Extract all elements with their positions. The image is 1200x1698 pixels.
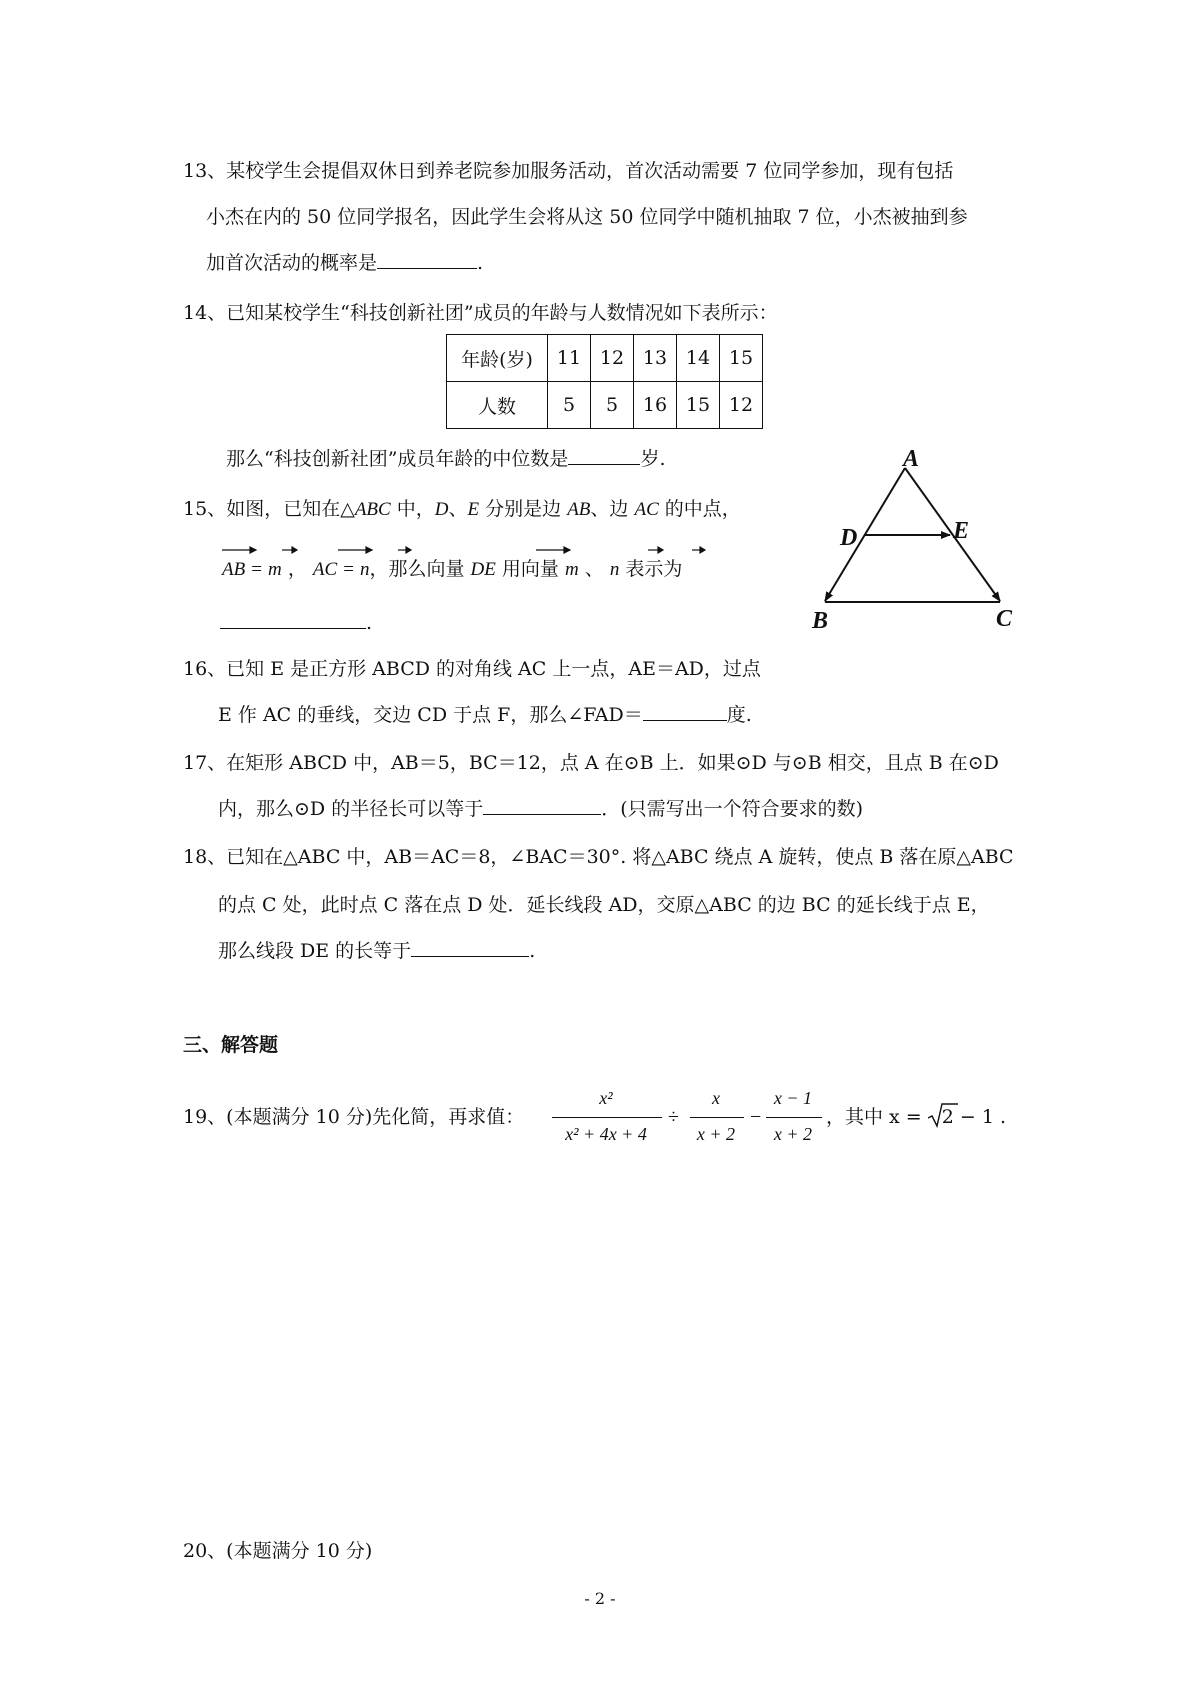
q20-label: 20、(本题满分 10 分) — [183, 1540, 373, 1562]
q14-after — [226, 446, 665, 472]
age-cell: 13 — [634, 335, 677, 382]
vector-n: n — [359, 559, 370, 580]
sqrt-expression — [928, 1104, 954, 1130]
q17-answer-blank — [483, 796, 601, 815]
page-number: - 2 - — [584, 1589, 616, 1608]
q15-text: 如图，已知在△ — [226, 498, 355, 520]
q19-text: ，其中 x = — [826, 1106, 928, 1128]
fraction-3-bar — [766, 1117, 822, 1118]
q15-vector-line — [222, 556, 682, 583]
q17-end: ．(只需写出一个符合要求的数) — [601, 798, 864, 820]
vector-arrows — [220, 542, 800, 558]
q15-text: 、 — [448, 498, 468, 520]
q19-label: 19、(本题满分 10 分)先化简，再求值： — [183, 1106, 525, 1128]
age-cell: 14 — [677, 335, 720, 382]
minus-sign: − — [750, 1106, 762, 1128]
count-cell: 16 — [634, 382, 677, 429]
q14-text: 那么“科技创新社团”成员年龄的中位数是 — [226, 448, 569, 470]
vector-ab: AB — [222, 559, 246, 580]
vector-de: DE — [470, 559, 496, 580]
vector-ac: AC — [312, 559, 338, 580]
q16-line2 — [218, 702, 752, 728]
age-header: 年龄(岁) — [447, 335, 548, 382]
q15-answer-blank — [220, 610, 366, 629]
q13-end: . — [477, 252, 484, 274]
age-cell: 15 — [720, 335, 763, 382]
q13-line3 — [206, 250, 483, 276]
q17-line1: 17、在矩形 ABCD 中，AB＝5，BC＝12，点 A 在⊙B 上．如果⊙D 与⊙B 相交，且点 B 在⊙D — [183, 752, 999, 774]
q16-text: E 作 AC 的垂线，交边 CD 于点 F，那么∠FAD＝ — [218, 704, 643, 726]
q15-ab: AB — [567, 499, 591, 520]
q15-text: 用向量 — [501, 558, 559, 580]
count-cell: 5 — [591, 382, 634, 429]
count-header: 人数 — [447, 382, 548, 429]
q16-end: 度. — [726, 704, 752, 726]
sqrt-icon — [928, 1102, 958, 1130]
vector-n2: n — [609, 559, 620, 580]
fraction-3-denominator: x + 2 — [773, 1124, 813, 1144]
label-b: B — [812, 608, 829, 634]
q18-answer-blank — [411, 938, 529, 957]
fraction-1-denominator: x² + 4x + 4 — [565, 1124, 647, 1144]
q15-text: 的中点， — [658, 498, 741, 520]
q18-line2: 的点 C 处，此时点 C 落在点 D 处．延长线段 AD，交原△ABC 的边 BC 的延长线于点 E， — [218, 894, 990, 916]
q17-text: 内，那么⊙D 的半径长可以等于 — [218, 798, 484, 820]
q15-eq: = — [251, 559, 262, 580]
q15-line1 — [183, 496, 741, 523]
q15-eq: = — [343, 559, 354, 580]
count-cell: 15 — [677, 382, 720, 429]
divide-sign: ÷ — [668, 1106, 679, 1128]
fraction-2-denominator: x + 2 — [696, 1124, 736, 1144]
q15-text: 、 — [584, 558, 604, 580]
q18-text: 那么线段 DE 的长等于 — [218, 940, 412, 962]
q15-ac: AC — [634, 499, 659, 520]
q15-text: ，那么向量 — [369, 558, 465, 580]
fraction-3-numerator: x − 1 — [773, 1088, 813, 1108]
q13-answer-blank — [377, 250, 477, 269]
q15-d: D — [434, 499, 449, 520]
vector-m: m — [268, 559, 282, 580]
q18-end: . — [529, 940, 536, 962]
q15-text: 表示为 — [625, 558, 683, 580]
sqrt-arg: 2 — [941, 1106, 954, 1128]
q15-end: . — [366, 612, 373, 634]
q15-answer-line — [220, 610, 372, 636]
label-e: E — [953, 518, 970, 544]
fraction-2-bar — [690, 1117, 744, 1118]
vector-m2: m — [564, 559, 579, 580]
fraction-1-numerator: x² — [599, 1088, 613, 1108]
q13-line2: 小杰在内的 50 位同学报名，因此学生会将从这 50 位同学中随机抽取 7 位，小杰被抽到参 — [206, 206, 968, 228]
q16-answer-blank — [643, 702, 727, 721]
age-row — [447, 335, 763, 382]
q17-line2 — [218, 796, 863, 822]
q14-unit: 岁. — [640, 448, 666, 470]
fraction-1-bar — [552, 1117, 662, 1118]
count-cell: 5 — [548, 382, 591, 429]
q16-line1: 16、已知 E 是正方形 ABCD 的对角线 AC 上一点，AE＝AD，过点 — [183, 658, 761, 680]
q15-number: 15、 — [183, 498, 227, 520]
q18-line3 — [218, 938, 535, 964]
q15-text: 分别是边 — [479, 498, 568, 520]
age-cell: 12 — [591, 335, 634, 382]
age-table — [446, 334, 763, 429]
q19-text: − 1 . — [953, 1106, 1007, 1128]
age-cell: 11 — [548, 335, 591, 382]
triangle-figure — [810, 446, 1040, 636]
q14-answer-blank — [568, 446, 640, 465]
q13-line1: 13、某校学生会提倡双休日到养老院参加服务活动，首次活动需要 7 位同学参加，现有包括 — [183, 160, 954, 182]
fraction-2-numerator: x — [712, 1088, 720, 1108]
q15-e: E — [467, 499, 480, 520]
label-c: C — [996, 606, 1013, 632]
section-heading: 三、解答题 — [183, 1034, 279, 1056]
q15-text: 中， — [390, 498, 435, 520]
q15-abc: ABC — [354, 499, 391, 520]
label-d: D — [840, 525, 858, 551]
label-a: A — [903, 446, 920, 472]
q19-tail — [826, 1104, 1006, 1130]
count-cell: 12 — [720, 382, 763, 429]
q15-comma: ， — [287, 558, 307, 580]
q18-line1: 18、已知在△ABC 中，AB＝AC＝8，∠BAC＝30°. 将△ABC 绕点 A 旋转，使点 B 落在原△ABC — [183, 846, 1014, 868]
count-row — [447, 382, 763, 429]
q13-text: 加首次活动的概率是 — [206, 252, 378, 274]
q15-text: 、边 — [590, 498, 635, 520]
q14-intro: 14、已知某校学生“科技创新社团”成员的年龄与人数情况如下表所示： — [183, 302, 778, 324]
